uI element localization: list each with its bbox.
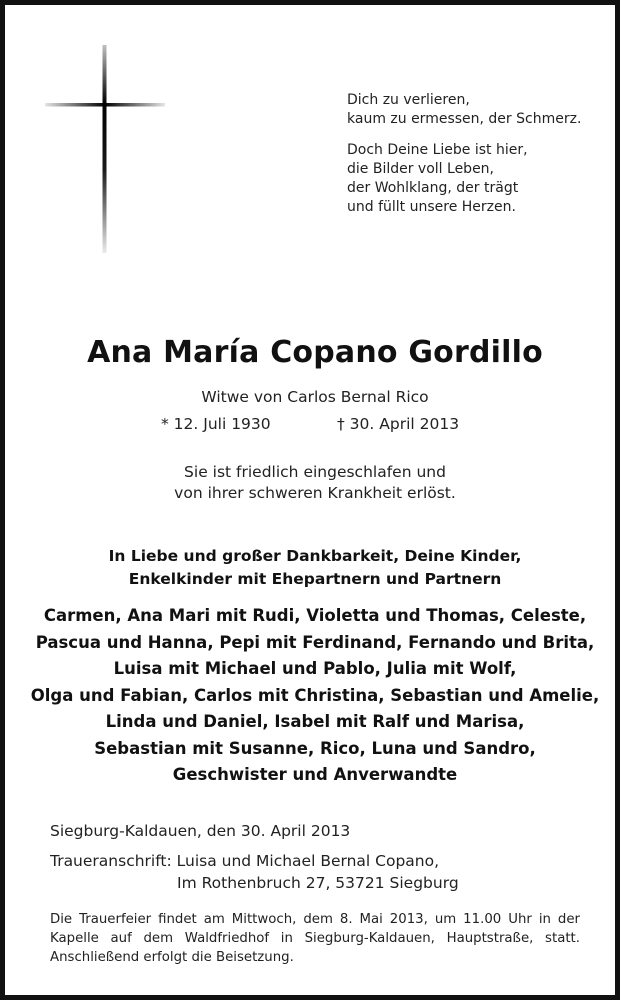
poem-line: Dich zu verlieren, bbox=[347, 92, 470, 108]
widow-of: Witwe von Carlos Bernal Rico bbox=[201, 388, 429, 406]
family-list bbox=[5, 603, 620, 789]
birth-date: * 12. Juli 1930 bbox=[161, 415, 271, 433]
poem-line: und füllt unsere Herzen. bbox=[347, 199, 516, 215]
family-line: Carmen, Ana Mari mit Rudi, Violetta und Thomas, Celeste, bbox=[43, 606, 587, 625]
statement-line: Sie ist friedlich eingeschlafen und bbox=[184, 463, 446, 481]
poem-line: die Bilder voll Leben, bbox=[347, 161, 494, 177]
statement-line: von ihrer schweren Krankheit erlöst. bbox=[174, 484, 456, 502]
poem-line: der Wohlklang, der trägt bbox=[347, 180, 519, 196]
thanks bbox=[5, 545, 620, 591]
family-line: Geschwister und Anverwandte bbox=[172, 765, 458, 784]
family-line: Linda und Daniel, Isabel mit Ralf und Marisa, bbox=[105, 712, 525, 731]
family-line: Sebastian mit Susanne, Rico, Luna und Sandro, bbox=[94, 738, 536, 758]
funeral-notice bbox=[50, 910, 580, 967]
place-date: Siegburg-Kaldauen, den 30. April 2013 bbox=[50, 822, 351, 840]
thanks-line: Enkelkinder mit Ehepartnern und Partnern bbox=[128, 570, 502, 588]
family-line: Luisa mit Michael und Pablo, Julia mit Wolf, bbox=[113, 659, 517, 678]
statement bbox=[5, 462, 620, 504]
cross-icon bbox=[45, 45, 165, 255]
death-date: † 30. April 2013 bbox=[337, 415, 460, 433]
poem-stanza-1 bbox=[347, 91, 597, 129]
poem-line: Doch Deine Liebe ist hier, bbox=[347, 142, 528, 158]
family-line: Olga und Fabian, Carlos mit Christina, Sebastian und Amelie, bbox=[30, 685, 600, 705]
notice-line: Anschließend erfolgt die Beisetzung. bbox=[50, 950, 294, 965]
poem bbox=[347, 91, 597, 229]
mourning-address bbox=[50, 850, 459, 894]
notice-line: Kapelle auf dem Waldfriedhof in Siegburg-Kaldauen, Hauptstraße, statt. bbox=[50, 931, 580, 946]
deceased-name: Ana María Copano Gordillo bbox=[87, 335, 543, 370]
poem-line: kaum zu ermessen, der Schmerz. bbox=[347, 111, 582, 127]
family-line: Pascua und Hanna, Pepi mit Ferdinand, Fernando und Brita, bbox=[35, 632, 595, 652]
address-line: Im Rothenbruch 27, 53721 Siegburg bbox=[177, 874, 459, 892]
address-line: Traueranschrift: Luisa und Michael Bernal Copano, bbox=[50, 852, 440, 870]
thanks-line: In Liebe und großer Dankbarkeit, Deine Kinder, bbox=[108, 547, 522, 565]
poem-stanza-2 bbox=[347, 141, 597, 217]
notice-line: Die Trauerfeier findet am Mittwoch, dem 8. Mai 2013, um 11.00 Uhr in der bbox=[50, 912, 580, 927]
